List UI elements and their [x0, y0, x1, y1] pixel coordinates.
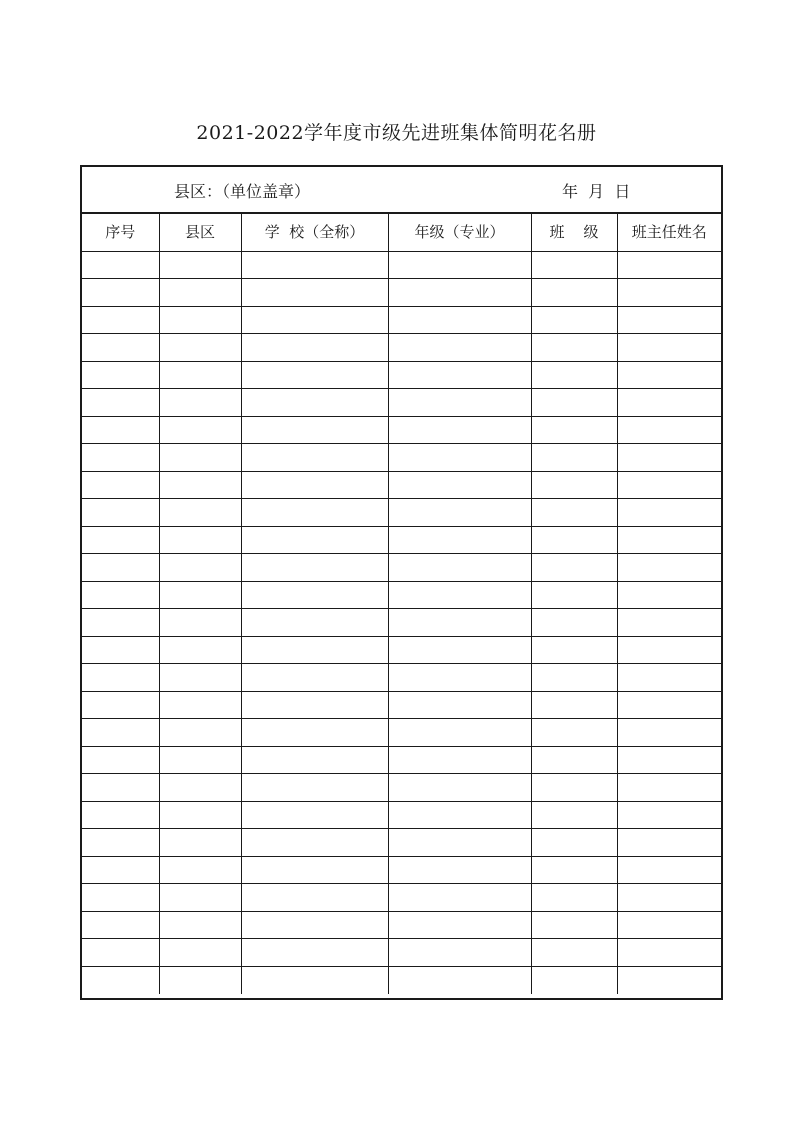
cell-school[interactable] — [241, 581, 388, 609]
cell-index[interactable] — [82, 939, 159, 967]
table-row — [82, 829, 721, 857]
cell-index[interactable] — [82, 279, 159, 307]
cell-county[interactable] — [159, 884, 241, 912]
cell-county[interactable] — [159, 939, 241, 967]
cell-teacher[interactable] — [617, 774, 721, 802]
cell-grade[interactable] — [388, 856, 531, 884]
cell-school[interactable] — [241, 829, 388, 857]
cell-class[interactable] — [531, 884, 617, 912]
cell-index[interactable] — [82, 664, 159, 692]
column-header-class: 班 级 — [531, 213, 617, 251]
cell-class[interactable] — [531, 471, 617, 499]
cell-index[interactable] — [82, 581, 159, 609]
cell-county[interactable] — [159, 746, 241, 774]
cell-county[interactable] — [159, 471, 241, 499]
cell-class[interactable] — [531, 801, 617, 829]
cell-school[interactable] — [241, 554, 388, 582]
cell-school[interactable] — [241, 719, 388, 747]
cell-teacher[interactable] — [617, 444, 721, 472]
cell-county[interactable] — [159, 829, 241, 857]
cell-school[interactable] — [241, 471, 388, 499]
cell-grade[interactable] — [388, 279, 531, 307]
cell-teacher[interactable] — [617, 251, 721, 279]
cell-school[interactable] — [241, 966, 388, 994]
cell-grade[interactable] — [388, 499, 531, 527]
roster-form — [80, 165, 723, 1000]
cell-class[interactable] — [531, 939, 617, 967]
cell-teacher[interactable] — [617, 966, 721, 994]
cell-teacher[interactable] — [617, 554, 721, 582]
cell-grade[interactable] — [388, 636, 531, 664]
cell-county[interactable] — [159, 774, 241, 802]
table-row — [82, 911, 721, 939]
cell-teacher[interactable] — [617, 499, 721, 527]
cell-county[interactable] — [159, 526, 241, 554]
cell-school[interactable] — [241, 856, 388, 884]
table-row — [82, 856, 721, 884]
cell-class[interactable] — [531, 554, 617, 582]
cell-teacher[interactable] — [617, 856, 721, 884]
cell-county[interactable] — [159, 581, 241, 609]
table-row — [82, 444, 721, 472]
cell-grade[interactable] — [388, 746, 531, 774]
table-row — [82, 251, 721, 279]
cell-school[interactable] — [241, 251, 388, 279]
cell-county[interactable] — [159, 251, 241, 279]
cell-school[interactable] — [241, 389, 388, 417]
cell-grade[interactable] — [388, 306, 531, 334]
cell-index[interactable] — [82, 554, 159, 582]
cell-teacher[interactable] — [617, 389, 721, 417]
cell-index[interactable] — [82, 691, 159, 719]
cell-teacher[interactable] — [617, 664, 721, 692]
cell-school[interactable] — [241, 801, 388, 829]
cell-school[interactable] — [241, 526, 388, 554]
cell-teacher[interactable] — [617, 911, 721, 939]
cell-grade[interactable] — [388, 829, 531, 857]
cell-class[interactable] — [531, 774, 617, 802]
table-row — [82, 884, 721, 912]
cell-class[interactable] — [531, 581, 617, 609]
cell-grade[interactable] — [388, 774, 531, 802]
header-row — [82, 213, 721, 251]
table-row — [82, 966, 721, 994]
cell-teacher[interactable] — [617, 416, 721, 444]
cell-school[interactable] — [241, 306, 388, 334]
table-row — [82, 581, 721, 609]
cell-county[interactable] — [159, 664, 241, 692]
cell-grade[interactable] — [388, 251, 531, 279]
cell-grade[interactable] — [388, 911, 531, 939]
column-header-grade: 年级（专业） — [388, 213, 531, 251]
cell-index[interactable] — [82, 361, 159, 389]
table-row — [82, 554, 721, 582]
page-title: 2021-2022学年度市级先进班集体简明花名册 — [196, 122, 597, 144]
table-row — [82, 609, 721, 637]
seal-row — [82, 167, 721, 214]
cell-county[interactable] — [159, 334, 241, 362]
cell-county[interactable] — [159, 306, 241, 334]
cell-county[interactable] — [159, 279, 241, 307]
date-label: 年 月 日 — [562, 182, 631, 201]
table-row — [82, 416, 721, 444]
cell-county[interactable] — [159, 361, 241, 389]
cell-class[interactable] — [531, 526, 617, 554]
cell-class[interactable] — [531, 389, 617, 417]
cell-school[interactable] — [241, 884, 388, 912]
cell-grade[interactable] — [388, 361, 531, 389]
cell-grade[interactable] — [388, 416, 531, 444]
cell-teacher[interactable] — [617, 829, 721, 857]
cell-class[interactable] — [531, 444, 617, 472]
cell-class[interactable] — [531, 636, 617, 664]
table-row — [82, 499, 721, 527]
cell-teacher[interactable] — [617, 691, 721, 719]
cell-index[interactable] — [82, 636, 159, 664]
table-row — [82, 691, 721, 719]
cell-grade[interactable] — [388, 939, 531, 967]
cell-county[interactable] — [159, 911, 241, 939]
cell-grade[interactable] — [388, 334, 531, 362]
table-row — [82, 636, 721, 664]
cell-county[interactable] — [159, 499, 241, 527]
cell-class[interactable] — [531, 966, 617, 994]
cell-school[interactable] — [241, 279, 388, 307]
cell-grade[interactable] — [388, 581, 531, 609]
cell-grade[interactable] — [388, 526, 531, 554]
table-row — [82, 801, 721, 829]
cell-school[interactable] — [241, 416, 388, 444]
cell-teacher[interactable] — [617, 361, 721, 389]
cell-grade[interactable] — [388, 609, 531, 637]
cell-school[interactable] — [241, 939, 388, 967]
cell-school[interactable] — [241, 499, 388, 527]
cell-grade[interactable] — [388, 664, 531, 692]
cell-index[interactable] — [82, 911, 159, 939]
column-header-county: 县区 — [159, 213, 241, 251]
cell-county[interactable] — [159, 554, 241, 582]
cell-index[interactable] — [82, 499, 159, 527]
roster-body — [82, 251, 721, 994]
table-row — [82, 471, 721, 499]
cell-county[interactable] — [159, 856, 241, 884]
cell-teacher[interactable] — [617, 609, 721, 637]
cell-teacher[interactable] — [617, 471, 721, 499]
cell-index[interactable] — [82, 774, 159, 802]
cell-index[interactable] — [82, 306, 159, 334]
cell-class[interactable] — [531, 306, 617, 334]
cell-index[interactable] — [82, 526, 159, 554]
column-header-school: 学 校（全称） — [241, 213, 388, 251]
cell-index[interactable] — [82, 471, 159, 499]
column-header-teacher: 班主任姓名 — [617, 213, 721, 251]
cell-teacher[interactable] — [617, 636, 721, 664]
cell-index[interactable] — [82, 719, 159, 747]
cell-teacher[interactable] — [617, 334, 721, 362]
table-row — [82, 279, 721, 307]
cell-index[interactable] — [82, 334, 159, 362]
cell-teacher[interactable] — [617, 746, 721, 774]
table-row — [82, 334, 721, 362]
cell-class[interactable] — [531, 746, 617, 774]
cell-grade[interactable] — [388, 966, 531, 994]
cell-class[interactable] — [531, 334, 617, 362]
cell-grade[interactable] — [388, 691, 531, 719]
cell-index[interactable] — [82, 966, 159, 994]
cell-county[interactable] — [159, 636, 241, 664]
cell-county[interactable] — [159, 416, 241, 444]
cell-index[interactable] — [82, 801, 159, 829]
cell-class[interactable] — [531, 279, 617, 307]
cell-class[interactable] — [531, 361, 617, 389]
cell-school[interactable] — [241, 664, 388, 692]
cell-class[interactable] — [531, 609, 617, 637]
cell-school[interactable] — [241, 774, 388, 802]
cell-school[interactable] — [241, 911, 388, 939]
cell-class[interactable] — [531, 251, 617, 279]
cell-grade[interactable] — [388, 444, 531, 472]
cell-index[interactable] — [82, 416, 159, 444]
cell-class[interactable] — [531, 856, 617, 884]
cell-teacher[interactable] — [617, 801, 721, 829]
cell-class[interactable] — [531, 691, 617, 719]
cell-county[interactable] — [159, 691, 241, 719]
cell-index[interactable] — [82, 444, 159, 472]
cell-grade[interactable] — [388, 884, 531, 912]
cell-index[interactable] — [82, 884, 159, 912]
cell-school[interactable] — [241, 691, 388, 719]
table-row — [82, 774, 721, 802]
cell-county[interactable] — [159, 719, 241, 747]
cell-school[interactable] — [241, 334, 388, 362]
cell-school[interactable] — [241, 609, 388, 637]
cell-index[interactable] — [82, 251, 159, 279]
cell-class[interactable] — [531, 911, 617, 939]
cell-school[interactable] — [241, 636, 388, 664]
cell-county[interactable] — [159, 389, 241, 417]
cell-county[interactable] — [159, 801, 241, 829]
cell-grade[interactable] — [388, 471, 531, 499]
cell-grade[interactable] — [388, 389, 531, 417]
table-row — [82, 664, 721, 692]
cell-index[interactable] — [82, 609, 159, 637]
cell-teacher[interactable] — [617, 306, 721, 334]
table-row — [82, 746, 721, 774]
table-row — [82, 361, 721, 389]
cell-index[interactable] — [82, 856, 159, 884]
cell-school[interactable] — [241, 444, 388, 472]
cell-class[interactable] — [531, 829, 617, 857]
cell-index[interactable] — [82, 389, 159, 417]
cell-class[interactable] — [531, 499, 617, 527]
cell-school[interactable] — [241, 361, 388, 389]
cell-school[interactable] — [241, 746, 388, 774]
cell-grade[interactable] — [388, 554, 531, 582]
table-row — [82, 306, 721, 334]
table-row — [82, 719, 721, 747]
cell-county[interactable] — [159, 609, 241, 637]
cell-county[interactable] — [159, 444, 241, 472]
column-header-index: 序号 — [82, 213, 159, 251]
cell-grade[interactable] — [388, 719, 531, 747]
cell-teacher[interactable] — [617, 279, 721, 307]
cell-teacher[interactable] — [617, 719, 721, 747]
cell-index[interactable] — [82, 829, 159, 857]
cell-class[interactable] — [531, 664, 617, 692]
cell-grade[interactable] — [388, 801, 531, 829]
cell-index[interactable] — [82, 746, 159, 774]
cell-county[interactable] — [159, 966, 241, 994]
table-row — [82, 526, 721, 554]
cell-teacher[interactable] — [617, 884, 721, 912]
table-row — [82, 389, 721, 417]
cell-teacher[interactable] — [617, 939, 721, 967]
cell-class[interactable] — [531, 719, 617, 747]
cell-class[interactable] — [531, 416, 617, 444]
county-seal-label: 县区：（单位盖章） — [174, 182, 311, 201]
table-row — [82, 939, 721, 967]
roster-table — [82, 213, 721, 994]
cell-teacher[interactable] — [617, 581, 721, 609]
cell-teacher[interactable] — [617, 526, 721, 554]
